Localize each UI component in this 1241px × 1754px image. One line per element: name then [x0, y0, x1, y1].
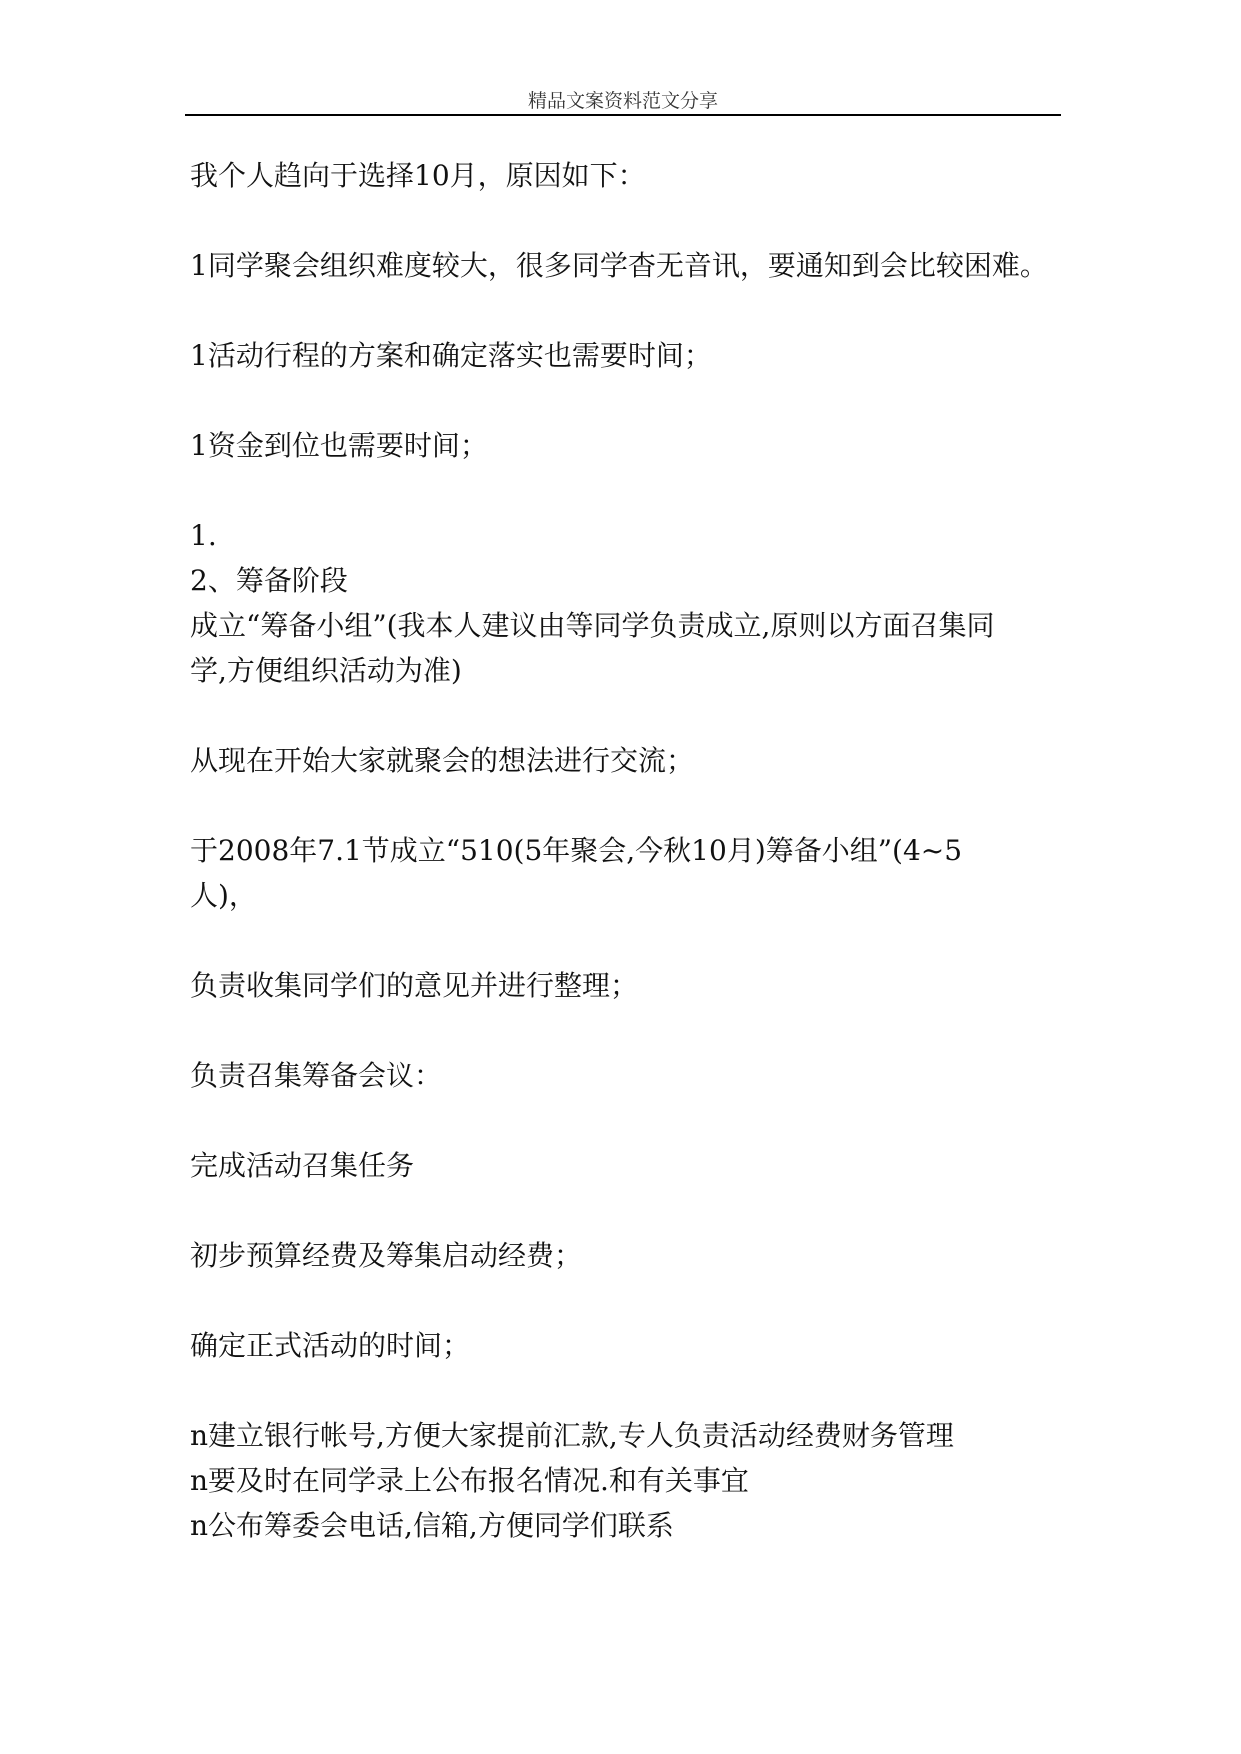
paragraph-reason-2: 1活动行程的方案和确定落实也需要时间；: [190, 339, 712, 372]
list-item-bank-account: n建立银行帐号,方便大家提前汇款,专人负责活动经费财务管理: [190, 1419, 954, 1452]
section-heading: 2、筹备阶段: [190, 564, 348, 597]
header-divider: [185, 114, 1061, 116]
list-item-publish-contact: n公布筹委会电话,信箱,方便同学们联系: [190, 1509, 674, 1542]
paragraph-exchange: 从现在开始大家就聚会的想法进行交流；: [190, 744, 695, 777]
paragraph-founding-line-1: 于2008年7.1节成立“510(5年聚会,今秋10月)筹备小组”(4~5: [190, 834, 963, 867]
list-number: 1.: [190, 519, 217, 552]
paragraph-complete-task: 完成活动召集任务: [190, 1149, 415, 1182]
list-item-publish-registration: n要及时在同学录上公布报名情况.和有关事宜: [190, 1464, 749, 1497]
paragraph-collect-opinions: 负责收集同学们的意见并进行整理；: [190, 969, 639, 1002]
paragraph-reason-intro: 我个人趋向于选择10月，原因如下：: [190, 159, 646, 192]
paragraph-founding-line-2: 人)，: [190, 879, 257, 912]
paragraph-committee-line-1: 成立“筹备小组”(我本人建议由等同学负责成立,原则以方面召集同: [190, 609, 995, 642]
paragraph-budget: 初步预算经费及筹集启动经费；: [190, 1239, 583, 1272]
paragraph-reason-3: 1资金到位也需要时间；: [190, 429, 488, 462]
paragraph-convene-meeting: 负责召集筹备会议：: [190, 1059, 443, 1092]
paragraph-committee-line-2: 学,方便组织活动为准): [190, 654, 462, 687]
paragraph-confirm-time: 确定正式活动的时间；: [190, 1329, 471, 1362]
paragraph-reason-1: 1同学聚会组织难度较大，很多同学杳无音讯，要通知到会比较困难。: [190, 249, 1048, 282]
page-header: 精品文案资料范文分享: [527, 90, 718, 112]
